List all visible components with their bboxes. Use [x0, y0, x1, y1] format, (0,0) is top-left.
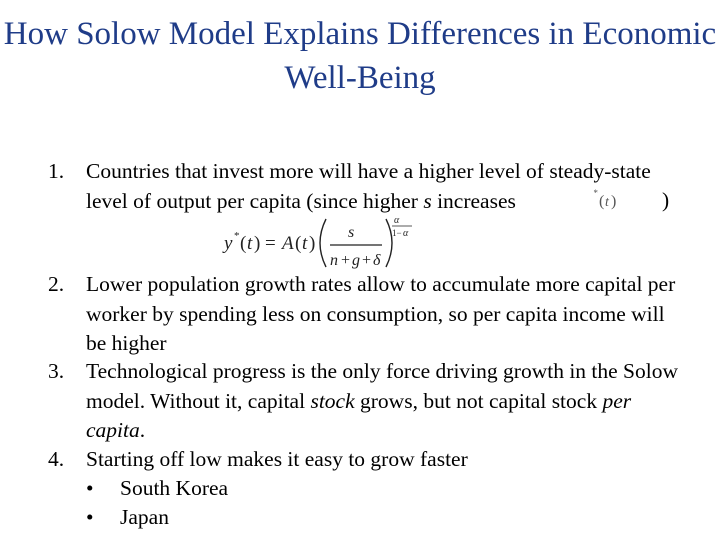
- svg-text:(: (: [240, 233, 247, 254]
- item-text: Lower population growth rates allow to accumulate more capital per worker by spending less on consumption, so per capita income will be higher: [86, 272, 676, 355]
- item-text-part: Technological progress is the only force driving growth in the Solow model. Without it, capital: [86, 359, 679, 413]
- item-text: [86, 357, 688, 446]
- sub-list-item-japan: [86, 503, 169, 533]
- list-item-4: [48, 445, 688, 475]
- svg-text:α: α: [403, 228, 409, 239]
- item-number: 3.: [48, 359, 65, 383]
- capital-steady-state-symbol: [591, 184, 631, 212]
- svg-text:): ): [611, 193, 617, 210]
- list-item-2: [48, 270, 688, 359]
- svg-text:(: (: [599, 193, 605, 210]
- list-item-3: [48, 357, 688, 446]
- svg-text:δ: δ: [373, 252, 381, 269]
- svg-text:*: *: [593, 188, 598, 198]
- item-text-part: increases: [431, 188, 516, 213]
- emphasis-stock: stock: [310, 388, 355, 413]
- item-text: Starting off low makes it easy to grow faster: [86, 447, 468, 471]
- item-text-part: Countries that invest more will have a higher level of steady-state level of output per capita (since higher: [86, 159, 651, 213]
- svg-text:y: y: [224, 233, 233, 254]
- svg-text:t: t: [247, 233, 253, 254]
- svg-text:+: +: [341, 252, 351, 269]
- inline-formula-image: [591, 184, 631, 217]
- svg-text:A: A: [282, 233, 294, 254]
- slide-title: How Solow Model Explains Differences in Economic Well-Being: [3, 16, 717, 96]
- svg-text:t: t: [302, 233, 308, 254]
- item-text-part: .: [139, 418, 146, 442]
- svg-text:): ): [254, 233, 261, 254]
- svg-text:t: t: [605, 195, 609, 210]
- sub-list-item-south-korea: [86, 474, 228, 504]
- item-number: 1.: [48, 159, 65, 183]
- steady-state-output-formula: [222, 213, 422, 278]
- item-number: 2.: [48, 272, 65, 296]
- formula-image: [222, 213, 422, 273]
- item-text-part: grows, but not capital stock: [354, 388, 603, 413]
- svg-text:1−: 1−: [392, 228, 402, 238]
- svg-text:=: =: [265, 233, 276, 254]
- svg-text:+: +: [362, 252, 372, 269]
- svg-text:(: (: [295, 233, 302, 254]
- svg-text:): ): [309, 233, 316, 254]
- svg-text:g: g: [352, 252, 360, 269]
- bullet-icon: •: [86, 476, 94, 500]
- emphasis-per-capita: per capita: [86, 388, 632, 442]
- bullet-icon: •: [86, 505, 94, 529]
- sub-item-label: Japan: [120, 505, 169, 529]
- savings-rate-symbol: s: [423, 188, 432, 213]
- svg-text:n: n: [330, 252, 338, 269]
- sub-item-label: South Korea: [120, 476, 229, 500]
- item-number: 4.: [48, 447, 65, 471]
- closing-parenthesis: ): [662, 188, 670, 212]
- svg-text:s: s: [348, 224, 355, 241]
- svg-text:α: α: [394, 215, 400, 226]
- svg-text:*: *: [234, 230, 240, 242]
